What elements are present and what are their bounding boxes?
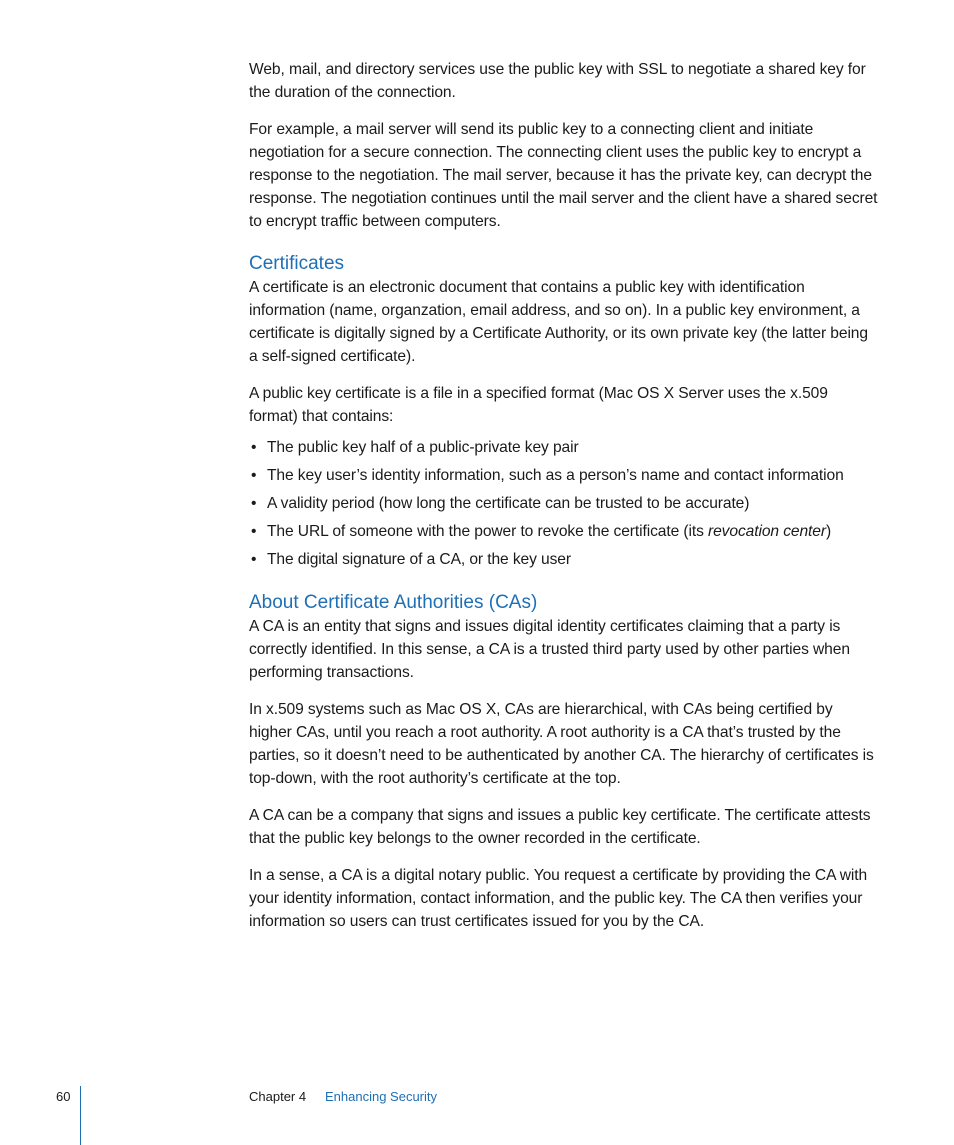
footer-chapter-title: Enhancing Security (325, 1089, 438, 1104)
bullet-glyph: • (251, 467, 257, 484)
intro-paragraph-2: For example, a mail server will send its public key to a connecting client and initiate negotiation for a secure connection. The connecting client uses the public key to encrypt a response to the negotiation. The mail server, because it has the private key, can decrypt the response. The negotiation continues until the mail server and the client have a shared secret to encrypt traffic between computers. (249, 121, 878, 230)
bullet-glyph: • (251, 495, 257, 512)
list-item (249, 492, 879, 515)
certificates-heading: Certificates (249, 253, 345, 274)
list-item (249, 548, 879, 571)
footer-divider (80, 1086, 81, 1145)
list-item-text: A validity period (how long the certificate can be trusted to be accurate) (267, 495, 750, 512)
list-item-text: The public key half of a public-private key pair (267, 439, 579, 456)
page-content (249, 58, 879, 947)
cas-paragraph-2: In x.509 systems such as Mac OS X, CAs are hierarchical, with CAs being certified by higher CAs, until you reach a root authority. A root authority is a CA that’s trusted by the parties, so it doesn’t need to be authenticated by another CA. The hierarchy of certificates is top-down, with the root authority’s certificate at the top. (249, 701, 874, 787)
list-item-text-prefix: The URL of someone with the power to revoke the certificate (its (267, 523, 709, 540)
bullet-glyph: • (251, 439, 257, 456)
footer-chapter-label: Chapter 4 (249, 1089, 307, 1104)
cas-paragraph-4: In a sense, a CA is a digital notary public. You request a certificate by providing the CA with your identity information, contact information, and the public key. The CA then verifies your information so users can trust certificates issued for you by the CA. (249, 867, 868, 930)
list-item-text: The key user’s identity information, such as a person’s name and contact information (267, 467, 844, 484)
certificate-contents-list (249, 436, 879, 571)
revocation-center-term: revocation center (708, 523, 826, 540)
certificate-authorities-heading: About Certificate Authorities (CAs) (249, 592, 538, 613)
list-item (249, 436, 879, 459)
cas-paragraph-1: A CA is an entity that signs and issues digital identity certificates claiming that a party is correctly identified. In this sense, a CA is a trusted third party used by other parties when performing transactions. (249, 618, 850, 681)
list-item-text-suffix: ) (825, 523, 832, 540)
certificates-paragraph-2: A public key certificate is a file in a specified format (Mac OS X Server uses the x.509 format) that contains: (249, 385, 828, 425)
intro-paragraph-1: Web, mail, and directory services use the public key with SSL to negotiate a shared key for the duration of the connection. (249, 61, 866, 101)
list-item (249, 520, 879, 543)
certificates-paragraph-1: A certificate is an electronic document that contains a public key with identification information (name, organzation, email address, and so on). In a public key environment, a certificate is digitally signed by a Certificate Authority, or its own private key (the latter being a self-signed certificate). (249, 279, 868, 365)
bullet-glyph: • (251, 523, 257, 540)
bullet-glyph: • (251, 551, 257, 568)
page-number: 60 (56, 1089, 71, 1104)
list-item (249, 464, 879, 487)
list-item-text: The digital signature of a CA, or the key user (267, 551, 571, 568)
cas-paragraph-3: A CA can be a company that signs and issues a public key certificate. The certificate attests that the public key belongs to the owner recorded in the certificate. (249, 807, 871, 847)
